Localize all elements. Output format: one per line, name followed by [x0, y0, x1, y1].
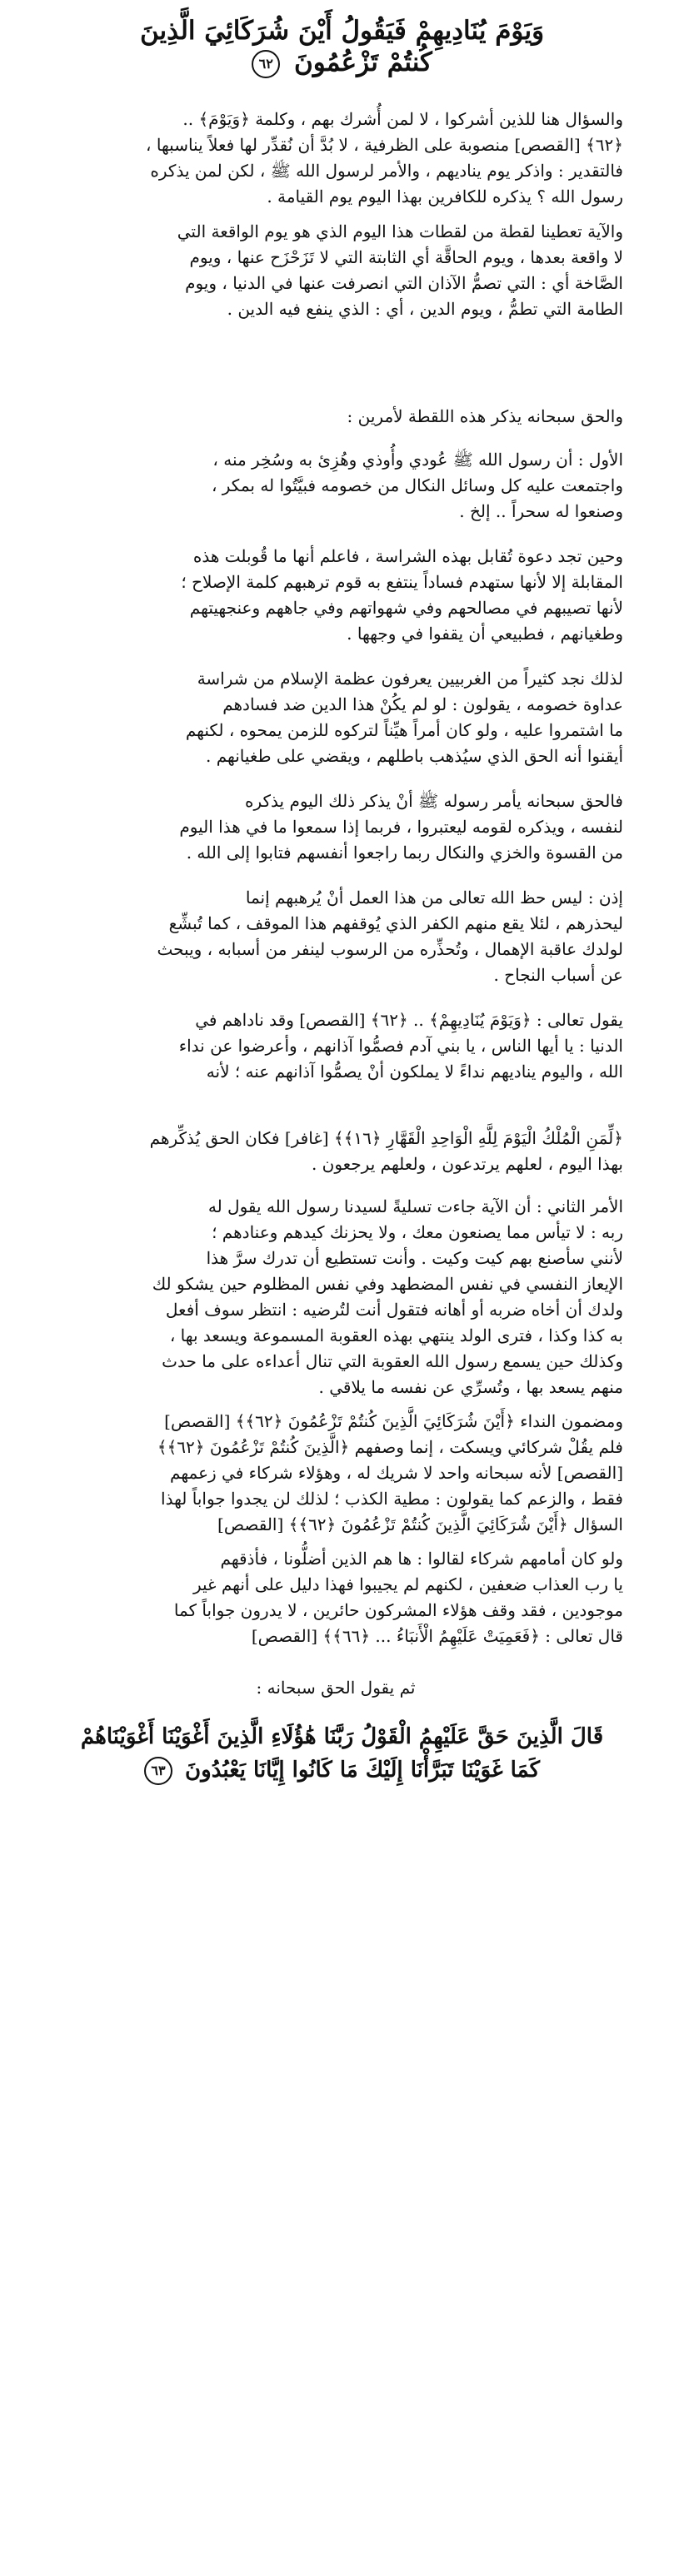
paragraph-line: ربه : لا تيأس مما يصنعون معك ، ولا يحزنك كيدهم وعنادهم ؛ — [212, 1222, 623, 1242]
paragraph-line: فقط ، والزعم كما يقولون : مطية الكذب ؛ لذلك لن يجدوا جواباً لهذا — [161, 1489, 623, 1509]
paragraph-line: ومضمون النداء ﴿أَيْنَ شُرَكَائِيَ الَّذِينَ كُنتُمْ تَزْعُمُونَ ﴿٦٢﴾﴾ [القصص] — [164, 1411, 623, 1431]
paragraph-line: لأنني سأصنع بهم كيت وكيت . وأنت تستطيع أن تدرك سرَّ هذا — [206, 1248, 623, 1268]
paragraph-line: لذلك نجد كثيراً من الغربيين يعرفون عظمة الإسلام من شراسة — [197, 669, 623, 689]
paragraph-line: إذن : ليس حظ الله تعالى من هذا العمل أنْ يُرهبهم إنما — [245, 888, 623, 908]
paragraph-line: لا واقعة بعدها ، ويوم الحاقَّة أي الثابتة التي لا تَزَحْزَح عنها ، ويوم — [189, 247, 623, 267]
paragraph-line: فالتقدير : واذكر يوم يناديهم ، والأمر لرسول الله ﷺ ، لكن لمن يذكره — [150, 161, 623, 181]
ayah-number-badge: ٦٣ — [144, 1757, 172, 1785]
paragraph-line: فالحق سبحانه يأمر رسوله ﷺ أنْ يذكر ذلك اليوم يذكره — [245, 791, 623, 811]
paragraph-line: لولدك عاقبة الإهمال ، وتُحذِّره من الرسوب لينفر من أسبابه ، ويبحث — [157, 939, 623, 959]
paragraph-line: وكذلك حين يسمع رسول الله العقوبة التي تنال أعداءه على ما حدث — [162, 1351, 623, 1371]
footer-verse-line1: قَالَ الَّذِينَ حَقَّ عَلَيْهِمُ الْقَوْلُ رَبَّنَا هَٰؤُلَاءِ الَّذِينَ أَغْوَيْنَا أَغْوَيْنَاهُمْ — [80, 1724, 604, 1749]
footer-verse-line2-text: كَمَا غَوَيْنَا تَبَرَّأْنَا إِلَيْكَ مَا كَانُوا إِيَّانَا يَعْبُدُونَ — [185, 1758, 540, 1783]
paragraph-line: ما اشتمروا عليه ، ولو كان أمراً هيِّناً لتركوه للزمن يمحوه ، لكنهم — [185, 720, 623, 740]
paragraph-line: وطغيانهم ، فطبيعي أن يقفوا في وجهها . — [347, 624, 623, 644]
paragraph-line: ثم يقول الحق سبحانه : — [256, 1678, 416, 1698]
paragraph-line: السؤال ﴿أَيْنَ شُرَكَائِيَ الَّذِينَ كُنتُمْ تَزْعُمُونَ ﴿٦٢﴾﴾ [القصص] — [217, 1514, 623, 1534]
paragraph-line: الإيعاز النفسي في نفس المضطهد وفي نفس المظلوم حين يشكو لك — [152, 1274, 623, 1294]
paragraph-line: ﴿لِّمَنِ الْمُلْكُ الْيَوْمَ لِلَّهِ الْوَاحِدِ الْقَهَّارِ ﴿١٦﴾﴾ [غافر] فكان الحق يُذكِّرهم — [149, 1128, 623, 1148]
paragraph-line: الأول : أن رسول الله ﷺ عُودي وأُوذي وهُزِئ به وسُخِر منه ، — [212, 450, 623, 470]
paragraph-line: [القصص] لأنه سبحانه واحد لا شريك له ، وهؤلاء شركاء في زعمهم — [170, 1463, 623, 1483]
paragraph-line: الصَّاخة أي : التي تصمُّ الآذان التي انصرفت عنها في الدنيا ، ويوم — [185, 273, 623, 293]
paragraph-line: ولدك أن أخاه ضربه أو أهانه فتقول أنت لتُرضيه : انتظر سوف أفعل — [165, 1300, 623, 1320]
paragraph-line: بهذا اليوم ، لعلهم يرتدعون ، ولعلهم يرجعون . — [311, 1154, 623, 1174]
paragraph-line: ليحذرهم ، لئلا يقع منهم الكفر الذي يُوقفهم هذا الموقف ، كما تُبشِّع — [168, 913, 623, 933]
paragraph-line: لنفسه ، ويذكره لقومه ليعتبروا ، فربما إذا سمعوا ما في هذا اليوم — [179, 817, 623, 837]
paragraph-line: لأنها تصيبهم في مصالحهم وفي شهواتهم وفي جاههم وعنجهيتهم — [189, 598, 623, 618]
paragraph-line: الله ، واليوم يناديهم نداءً لا يملكون أنْ يصمُّوا آذانهم عنه ؛ لأنه — [206, 1062, 623, 1082]
paragraph-line: الدنيا : يا أيها الناس ، يا بني آدم فصمُّوا آذانهم ، وأعرضوا عن نداء — [178, 1036, 623, 1056]
paragraph-line: به كذا وكذا ، فترى الولد ينتهي بهذه العقوبة المسموعة ويسعد بها ، — [169, 1325, 623, 1345]
header-verse-line2 — [0, 47, 684, 78]
paragraph-line: ﴿٦٢﴾ [القصص] منصوبة على الظرفية ، لا بُدَّ أن نُقدِّر لها فعلاً يناسبها ، — [146, 135, 623, 155]
ayah-number-badge: ٦٢ — [252, 50, 280, 78]
paragraph-line: قال تعالى : ﴿فَعَمِيَتْ عَلَيْهِمُ الْأَنبَاءُ ... ﴿٦٦﴾﴾ [القصص] — [251, 1626, 623, 1646]
paragraph-line: موجودين ، فقد وقف هؤلاء المشركون حائرين ، لا يدرون جواباً كما — [173, 1600, 623, 1620]
paragraph-line: والآية تعطينا لقطة من لقطات هذا اليوم الذي هو يوم الواقعة التي — [177, 221, 623, 241]
paragraph-line: فلم يقُلْ شركائي ويسكت ، إنما وصفهم ﴿الَّذِينَ كُنتُمْ تَزْعُمُونَ ﴿٦٢﴾﴾ — [157, 1437, 623, 1457]
paragraph-line: رسول الله ؟ يذكره للكافرين بهذا اليوم يوم القيامة . — [267, 186, 623, 206]
paragraph-line: الأمر الثاني : أن الآية جاءت تسليةً لسيدنا رسول الله يقول له — [207, 1196, 623, 1216]
paragraph-line: الطامة التي تطمُّ ، ويوم الدين ، أي : الذي ينفع فيه الدين . — [227, 299, 623, 319]
paragraph-line: من القسوة والخزي والنكال ربما راجعوا أنفسهم فتابوا إلى الله . — [186, 843, 623, 863]
paragraph-line: ولو كان أمامهم شركاء لقالوا : ها هم الذين أضلُّونا ، فأذقهم — [220, 1549, 623, 1569]
paragraph-line: أيقنوا أنه الحق الذي سيُذهب باطلهم ، ويقضي على طغيانهم . — [205, 746, 623, 766]
paragraph-line: يقول تعالى : ﴿وَيَوْمَ يُنَادِيهِمْ﴾ .. ﴿٦٢﴾ [القصص] وقد ناداهم في — [195, 1010, 623, 1030]
paragraph-line: عداوة خصومه ، يقولون : لو لم يكُنْ هذا الدين ضد فسادهم — [222, 694, 623, 714]
footer-verse-line2 — [0, 1753, 684, 1787]
header-verse — [0, 15, 684, 78]
paragraph-line: منهم يسعد بها ، وتُسرِّي عن نفسه ما يلاقي . — [318, 1377, 623, 1397]
paragraph-line: والحق سبحانه يذكر هذه اللقطة لأمرين : — [347, 406, 623, 426]
header-verse-line2-text: كُنتُمْ تَزْعُمُونَ — [293, 47, 432, 77]
paragraph-line: عن أسباب النجاح . — [493, 965, 623, 985]
paragraph-line: وصنعوا له سحراً .. إلخ . — [459, 501, 623, 521]
header-verse-line1: وَيَوْمَ يُنَادِيهِمْ فَيَقُولُ أَيْنَ شُرَكَائِيَ الَّذِينَ — [139, 16, 545, 46]
paragraph-line: واجتمعت عليه كل وسائل النكال من خصومه فبيَّتُوا له بمكر ، — [211, 475, 623, 495]
paragraph-line: وحين تجد دعوة تُقابل بهذه الشراسة ، فاعلم أنها ما قُوبلت هذه — [192, 546, 623, 566]
paragraph-line: المقابلة إلا لأنها ستهدم فساداً ينتفع به قوم ترهبهم كلمة الإصلاح ؛ — [181, 572, 623, 592]
paragraph-line: يا رب العذاب ضعفين ، لكنهم لم يجيبوا فهذا دليل على أنهم غير — [192, 1574, 623, 1594]
paragraph-line: والسؤال هنا للذين أشركوا ، لا لمن أُشرك بهم ، وكلمة ﴿وَيَوْمَ﴾ .. — [182, 109, 623, 129]
footer-verse — [0, 1720, 684, 1787]
